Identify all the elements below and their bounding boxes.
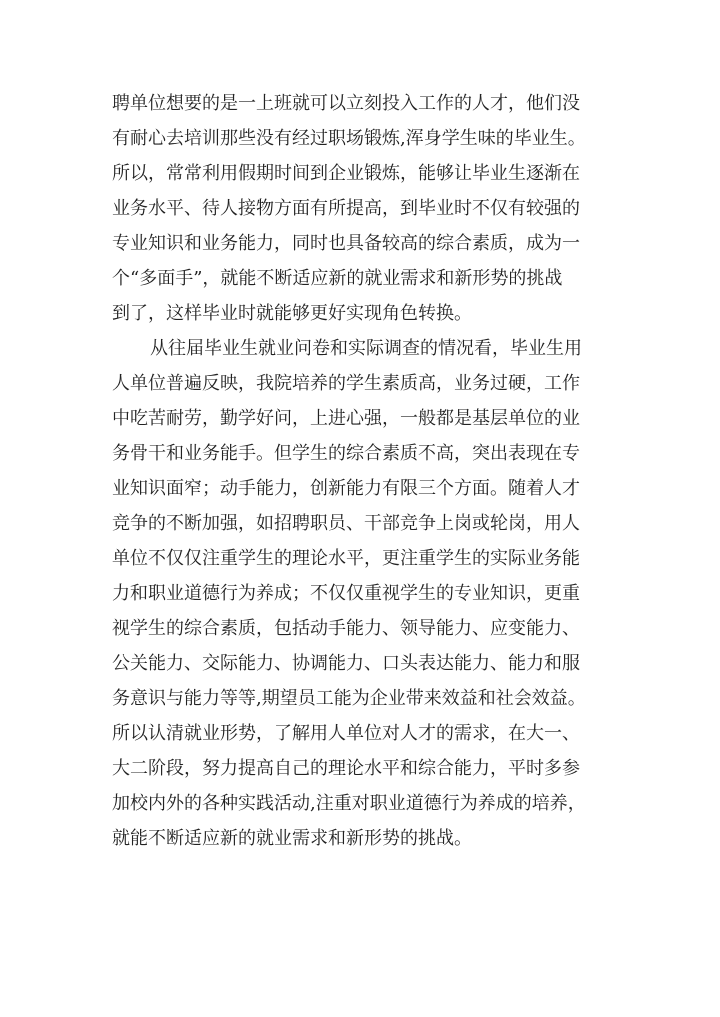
text-line: 竞争的不断加强，如招聘职员、干部竞争上岗或轮岗，用人 bbox=[112, 513, 580, 534]
text-line: 个“多面手”，就能不断适应新的就业需求和新形势的挑战 bbox=[112, 268, 563, 289]
text-line: 所以认清就业形势，了解用人单位对人才的需求，在大一、 bbox=[112, 723, 580, 744]
text-line: 中吃苦耐劳，勤学好问，上进心强，一般都是基层单位的业 bbox=[112, 408, 580, 429]
text-line: 单位不仅仅注重学生的理论水平，更注重学生的实际业务能 bbox=[112, 548, 580, 569]
text-line: 视学生的综合素质，包括动手能力、领导能力、应变能力、 bbox=[112, 618, 580, 639]
text-line: 加校内外的各种实践活动,注重对职业道德行为养成的培养， bbox=[112, 793, 586, 814]
text-line: 业知识面窄；动手能力，创新能力有限三个方面。随着人才 bbox=[112, 478, 580, 499]
text-line: 业务水平、待人接物方面有所提高，到毕业时不仅有较强的 bbox=[112, 198, 580, 219]
text-line: 专业知识和业务能力，同时也具备较高的综合素质，成为一 bbox=[112, 233, 580, 254]
text-line: 公关能力、交际能力、协调能力、口头表达能力、能力和服 bbox=[112, 653, 580, 674]
text-line: 所以，常常利用假期时间到企业锻炼，能够让毕业生逐渐在 bbox=[112, 163, 580, 184]
text-line: 聘单位想要的是一上班就可以立刻投入工作的人才，他们没 bbox=[112, 93, 580, 114]
text-line: 务骨干和业务能手。但学生的综合素质不高，突出表现在专 bbox=[112, 443, 580, 464]
text-line: 就能不断适应新的就业需求和新形势的挑战。 bbox=[112, 828, 472, 849]
text-line: 从往届毕业生就业问卷和实际调查的情况看，毕业生用 bbox=[150, 338, 582, 359]
text-line: 力和职业道德行为养成；不仅仅重视学生的专业知识，更重 bbox=[112, 583, 580, 604]
document-body bbox=[112, 86, 622, 856]
text-line: 务意识与能力等等,期望员工能为企业带来效益和社会效益。 bbox=[112, 688, 586, 709]
paragraph-1 bbox=[112, 86, 622, 331]
paragraph-2 bbox=[112, 331, 622, 856]
text-line: 大二阶段，努力提高自己的理论水平和综合能力，平时多参 bbox=[112, 758, 580, 779]
text-line: 到了，这样毕业时就能够更好实现角色转换。 bbox=[112, 303, 472, 324]
text-line: 人单位普遍反映，我院培养的学生素质高，业务过硬，工作 bbox=[112, 373, 580, 394]
text-line: 有耐心去培训那些没有经过职场锻炼,浑身学生味的毕业生。 bbox=[112, 128, 586, 149]
